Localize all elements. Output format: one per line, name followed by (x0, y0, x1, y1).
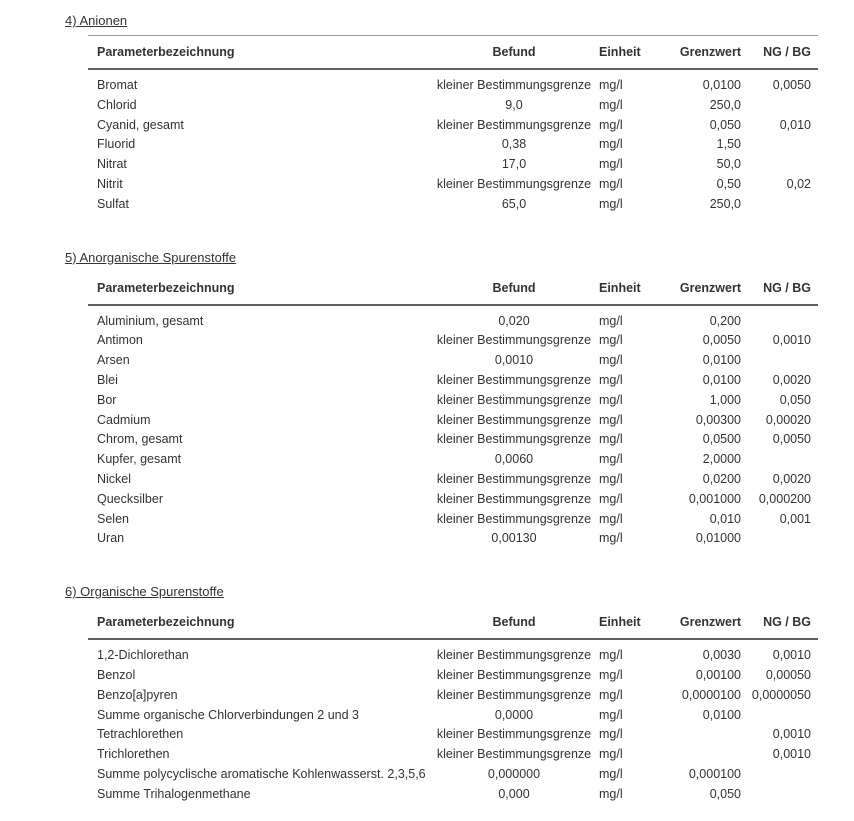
cell-ng-bg: 0,0010 (772, 727, 811, 742)
col-header-einheit: Einheit (599, 45, 641, 59)
table-header-row (88, 606, 818, 640)
col-header-parameterbezeichnung: Parameterbezeichnung (97, 615, 235, 630)
table-row (88, 391, 818, 411)
cell-einheit: mg/l (599, 196, 623, 211)
cell-befund: kleiner Bestimmungsgrenze (436, 392, 592, 407)
cell-ng-bg (746, 96, 818, 116)
cell-grenzwert: 0,00100 (695, 667, 741, 682)
table-row (88, 351, 818, 371)
cell-befund: 0,000000 (487, 766, 541, 781)
cell-parameter: Blei (97, 372, 118, 387)
cell-grenzwert: 0,0100 (702, 707, 741, 722)
cell-grenzwert: 0,0200 (702, 471, 741, 486)
cell-ng-bg: 0,0000050 (751, 687, 811, 702)
table-row (88, 312, 818, 332)
cell-parameter: Cyanid, gesamt (97, 117, 184, 132)
cell-einheit: mg/l (599, 117, 623, 132)
table-row (88, 470, 818, 490)
cell-befund: kleiner Bestimmungsgrenze (436, 471, 592, 486)
col-header-einheit: Einheit (599, 280, 641, 295)
cell-ng-bg: 0,0050 (772, 432, 811, 447)
cell-einheit: mg/l (599, 491, 623, 506)
cell-grenzwert: 0,0100 (702, 353, 741, 368)
cell-befund: kleiner Bestimmungsgrenze (436, 117, 592, 132)
cell-grenzwert: 50,0 (716, 157, 741, 172)
section-title: 6) Organische Spurenstoffe (65, 584, 224, 600)
cell-einheit: mg/l (599, 667, 623, 682)
cell-befund: kleiner Bestimmungsgrenze (436, 372, 592, 387)
cell-ng-bg: 0,0010 (772, 333, 811, 348)
table-row (88, 785, 818, 805)
table-row (88, 450, 818, 470)
cell-befund: 0,00130 (491, 531, 537, 546)
table-row (88, 725, 818, 745)
cell-grenzwert: 250,0 (709, 97, 741, 112)
cell-befund: 0,0010 (494, 353, 534, 368)
col-header-befund: Befund (492, 45, 536, 59)
cell-parameter: Summe polycyclische aromatische Kohlenwasserst. 2,3,5,6 (97, 766, 426, 781)
cell-parameter: Nitrat (97, 157, 127, 172)
cell-einheit: mg/l (599, 372, 623, 387)
cell-einheit: mg/l (599, 333, 623, 348)
cell-befund: 0,0000 (494, 707, 534, 722)
table-row (88, 411, 818, 431)
cell-parameter: Summe Trihalogenmethane (97, 786, 251, 801)
cell-parameter: Cadmium (97, 412, 151, 427)
cell-grenzwert: 2,0000 (702, 452, 741, 467)
cell-ng-bg: 0,0020 (772, 372, 811, 387)
cell-einheit: mg/l (599, 78, 623, 92)
col-header-einheit: Einheit (599, 615, 641, 630)
cell-ng-bg (746, 351, 818, 371)
cell-befund: 0,020 (498, 313, 530, 328)
table-body (88, 306, 818, 550)
table-row (88, 195, 818, 215)
cell-parameter: Nitrit (97, 176, 123, 191)
cell-parameter: Antimon (97, 333, 143, 348)
cell-einheit: mg/l (599, 648, 623, 663)
cell-einheit: mg/l (599, 687, 623, 702)
col-header-grenzwert: Grenzwert (679, 615, 741, 630)
cell-ng-bg (746, 706, 818, 726)
cell-ng-bg: 0,00020 (765, 412, 811, 427)
cell-befund: kleiner Bestimmungsgrenze (436, 78, 592, 92)
cell-grenzwert: 0,0050 (702, 333, 741, 348)
cell-parameter: Nickel (97, 471, 132, 486)
table-row (88, 175, 818, 195)
cell-ng-bg (746, 765, 818, 785)
table-row (88, 430, 818, 450)
table-body (88, 70, 818, 215)
col-header-parameterbezeichnung: Parameterbezeichnung (97, 45, 235, 59)
table-row (88, 331, 818, 351)
cell-einheit: mg/l (599, 412, 623, 427)
parameter-table (88, 272, 818, 550)
cell-befund: kleiner Bestimmungsgrenze (436, 511, 592, 526)
table-row (88, 529, 818, 549)
cell-grenzwert: 0,00300 (695, 412, 741, 427)
cell-befund: kleiner Bestimmungsgrenze (436, 412, 592, 427)
cell-befund: kleiner Bestimmungsgrenze (436, 667, 592, 682)
cell-befund: kleiner Bestimmungsgrenze (436, 687, 592, 702)
cell-einheit: mg/l (599, 531, 623, 546)
cell-parameter: Trichlorethen (97, 747, 170, 762)
table-row (88, 490, 818, 510)
cell-parameter: Benzol (97, 667, 136, 682)
table-row (88, 510, 818, 530)
cell-parameter: Uran (97, 531, 125, 546)
cell-grenzwert: 1,000 (709, 392, 741, 407)
cell-einheit: mg/l (599, 137, 623, 152)
table-body (88, 640, 818, 804)
cell-grenzwert: 0,01000 (695, 531, 741, 546)
parameter-section (65, 250, 854, 550)
cell-ng-bg: 0,0050 (772, 78, 811, 92)
cell-ng-bg: 0,0010 (772, 648, 811, 663)
cell-parameter: Selen (97, 511, 129, 526)
col-header-ng-bg: NG / BG (763, 45, 811, 59)
cell-parameter: Quecksilber (97, 491, 163, 506)
cell-einheit: mg/l (599, 707, 623, 722)
cell-ng-bg: 0,0020 (772, 471, 811, 486)
cell-ng-bg (746, 785, 818, 805)
cell-grenzwert: 0,010 (709, 511, 741, 526)
cell-befund: kleiner Bestimmungsgrenze (436, 333, 592, 348)
cell-befund: kleiner Bestimmungsgrenze (436, 432, 592, 447)
cell-einheit: mg/l (599, 747, 623, 762)
table-row (88, 116, 818, 136)
cell-parameter: Arsen (97, 353, 130, 368)
cell-grenzwert: 0,0000100 (681, 687, 741, 702)
section-title: 4) Anionen (65, 13, 128, 28)
table-row (88, 666, 818, 686)
parameter-section (65, 13, 854, 215)
cell-einheit: mg/l (599, 766, 623, 781)
cell-befund: kleiner Bestimmungsgrenze (436, 727, 592, 742)
cell-parameter: Kupfer, gesamt (97, 452, 182, 467)
cell-befund: kleiner Bestimmungsgrenze (436, 491, 592, 506)
cell-ng-bg (746, 155, 818, 175)
cell-ng-bg: 0,0010 (772, 747, 811, 762)
cell-parameter: Fluorid (97, 137, 136, 152)
cell-parameter: Benzo[a]pyren (97, 687, 178, 702)
parameter-table (88, 606, 818, 804)
table-row (88, 96, 818, 116)
cell-befund: 0,38 (501, 137, 527, 152)
cell-einheit: mg/l (599, 97, 623, 112)
cell-befund: kleiner Bestimmungsgrenze (436, 747, 592, 762)
parameter-table (88, 35, 818, 215)
col-header-befund: Befund (492, 615, 536, 630)
col-header-grenzwert: Grenzwert (679, 45, 741, 59)
cell-einheit: mg/l (599, 353, 623, 368)
table-row (88, 76, 818, 96)
cell-grenzwert: 1,50 (716, 137, 741, 152)
cell-ng-bg: 0,050 (779, 392, 811, 407)
cell-befund: 0,0060 (494, 452, 534, 467)
cell-grenzwert (656, 725, 746, 745)
table-row (88, 765, 818, 785)
col-header-parameterbezeichnung: Parameterbezeichnung (97, 280, 235, 295)
table-header-row (88, 36, 818, 70)
cell-befund: 17,0 (501, 157, 527, 172)
cell-ng-bg: 0,010 (779, 117, 811, 132)
cell-grenzwert: 250,0 (709, 196, 741, 211)
cell-ng-bg (746, 450, 818, 470)
table-header-row (88, 272, 818, 306)
col-header-grenzwert: Grenzwert (679, 280, 741, 295)
cell-ng-bg: 0,001 (779, 511, 811, 526)
cell-grenzwert: 0,000100 (688, 766, 741, 781)
cell-parameter: Sulfat (97, 196, 129, 211)
cell-parameter: Bor (97, 392, 117, 407)
table-row (88, 371, 818, 391)
cell-befund: 9,0 (505, 97, 523, 112)
cell-parameter: Chlorid (97, 97, 137, 112)
cell-grenzwert: 0,200 (709, 313, 741, 328)
parameter-section (65, 584, 854, 804)
cell-befund: kleiner Bestimmungsgrenze (436, 648, 592, 663)
cell-ng-bg: 0,000200 (758, 491, 811, 506)
col-header-befund: Befund (492, 280, 536, 295)
cell-befund: 65,0 (501, 196, 527, 211)
cell-befund: kleiner Bestimmungsgrenze (436, 176, 592, 191)
cell-ng-bg: 0,00050 (765, 667, 811, 682)
cell-grenzwert (656, 745, 746, 765)
cell-ng-bg (746, 195, 818, 215)
cell-parameter: Bromat (97, 78, 138, 92)
cell-einheit: mg/l (599, 313, 623, 328)
cell-parameter: Chrom, gesamt (97, 432, 183, 447)
cell-grenzwert: 0,050 (709, 117, 741, 132)
cell-grenzwert: 0,0100 (702, 372, 741, 387)
cell-parameter: Summe organische Chlorverbindungen 2 und 3 (97, 707, 359, 722)
cell-ng-bg (746, 529, 818, 549)
cell-ng-bg (746, 312, 818, 332)
cell-einheit: mg/l (599, 392, 623, 407)
cell-befund: 0,000 (498, 786, 530, 801)
table-row (88, 706, 818, 726)
cell-einheit: mg/l (599, 511, 623, 526)
cell-einheit: mg/l (599, 432, 623, 447)
cell-einheit: mg/l (599, 727, 623, 742)
cell-einheit: mg/l (599, 452, 623, 467)
table-row (88, 155, 818, 175)
cell-einheit: mg/l (599, 176, 623, 191)
cell-einheit: mg/l (599, 157, 623, 172)
table-row (88, 686, 818, 706)
cell-ng-bg (746, 135, 818, 155)
cell-grenzwert: 0,050 (709, 786, 741, 801)
cell-ng-bg: 0,02 (786, 176, 811, 191)
col-header-ng-bg: NG / BG (763, 280, 811, 295)
cell-einheit: mg/l (599, 786, 623, 801)
cell-grenzwert: 0,50 (716, 176, 741, 191)
section-title: 5) Anorganische Spurenstoffe (65, 249, 237, 265)
table-row (88, 646, 818, 666)
cell-grenzwert: 0,0100 (702, 78, 741, 92)
cell-einheit: mg/l (599, 471, 623, 486)
cell-parameter: Aluminium, gesamt (97, 313, 204, 328)
col-header-ng-bg: NG / BG (763, 615, 811, 630)
table-row (88, 745, 818, 765)
cell-grenzwert: 0,0500 (702, 432, 741, 447)
cell-parameter: 1,2-Dichlorethan (97, 648, 189, 663)
table-row (88, 135, 818, 155)
cell-grenzwert: 0,0030 (702, 648, 741, 663)
cell-grenzwert: 0,001000 (688, 491, 741, 506)
cell-parameter: Tetrachlorethen (97, 727, 184, 742)
